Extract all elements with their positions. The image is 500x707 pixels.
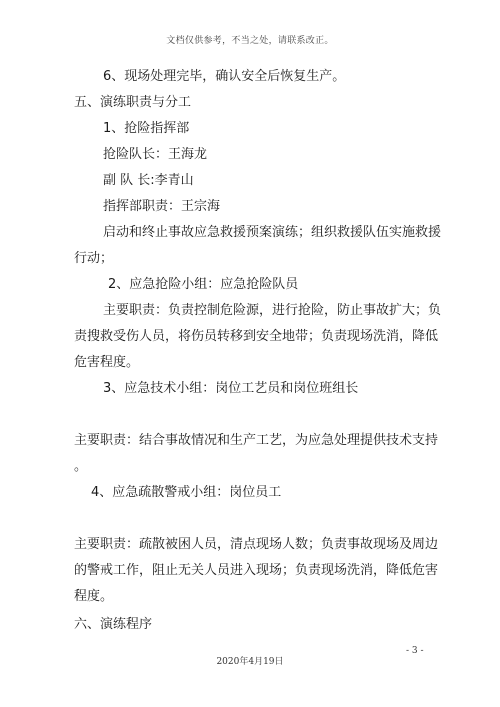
section-heading-5: 五、演练职责与分工 <box>74 95 192 110</box>
subheading-rescue-team: 2、应急抢险小组：应急抢险队员 <box>108 277 299 292</box>
text-line-8: 行动； <box>74 251 114 266</box>
text-line-17: 主要职责：疏散被困人员，清点现场人数；负责事故现场及周边 <box>74 537 439 552</box>
text-line-1: 6、现场处理完毕，确认安全后恢复生产。 <box>103 69 346 84</box>
text-line-15: 。 <box>74 459 88 474</box>
footer-date: 2020年4月19日 <box>216 657 284 667</box>
text-line-11: 责搜救受伤人员，将伤员转移到安全地带；负责现场洗消，降低 <box>74 329 439 344</box>
text-line-7: 启动和终止事故应急救援预案演练；组织救援队伍实施救援 <box>103 225 442 240</box>
subheading-tech-team: 3、应急技术小组：岗位工艺员和岗位班组长 <box>103 381 359 396</box>
text-line-vice-captain: 副 队 长:李青山 <box>103 173 194 188</box>
text-line-command-duty: 指挥部职责：王宗海 <box>103 199 221 214</box>
header-note: 文档仅供参考，不当之处，请联系改正。 <box>166 36 334 46</box>
text-line-14: 主要职责：结合事故情况和生产工艺，为应急处理提供技术支持 <box>74 433 439 448</box>
page-number: - 3 - <box>406 646 424 656</box>
text-line-captain: 抢险队长：王海龙 <box>103 147 208 162</box>
subheading-command: 1、抢险指挥部 <box>103 121 190 136</box>
text-line-12: 危害程度。 <box>74 355 140 370</box>
text-line-19: 程度。 <box>74 589 114 604</box>
section-heading-6: 六、演练程序 <box>74 617 153 632</box>
text-line-10: 主要职责：负责控制危险源，进行抢险，防止事故扩大；负 <box>103 303 442 318</box>
subheading-evacuation-team: 4、应急疏散警戒小组：岗位员工 <box>91 485 282 500</box>
text-line-18: 的警戒工作，阻止无关人员进入现场；负责现场洗消，降低危害 <box>74 563 439 578</box>
